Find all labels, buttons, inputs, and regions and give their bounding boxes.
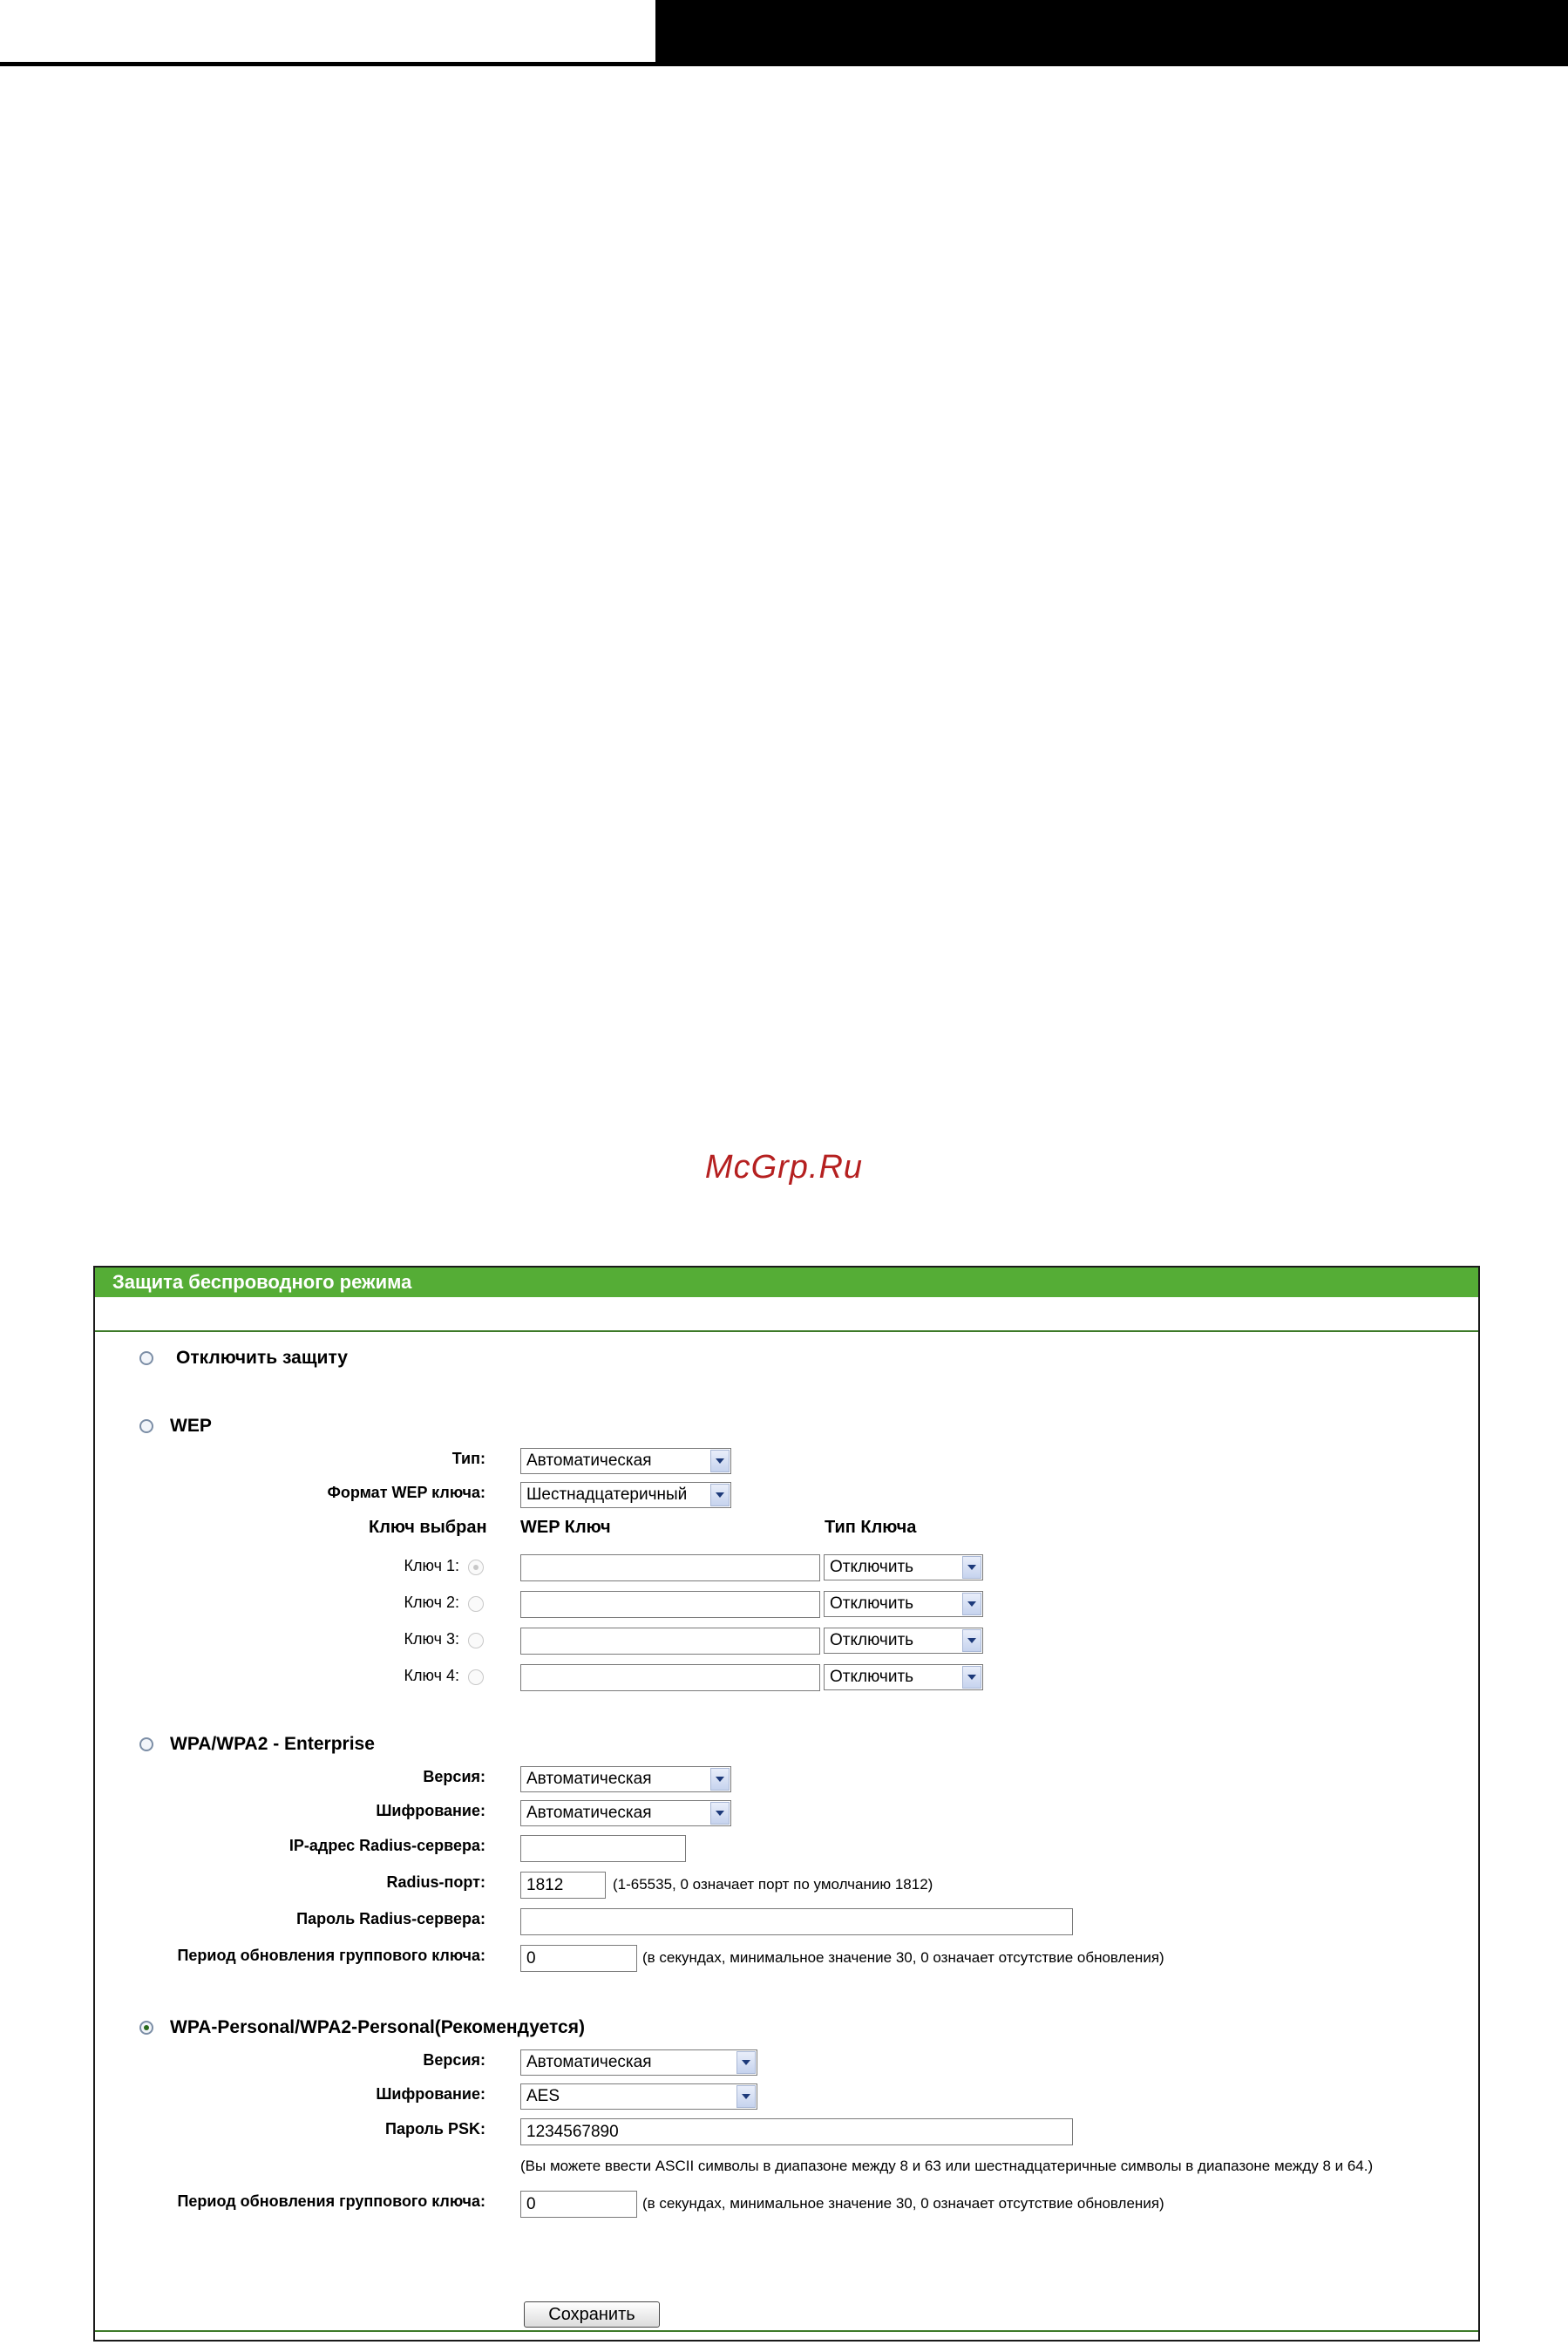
chevron-down-icon xyxy=(962,1556,981,1579)
radio-wep[interactable] xyxy=(139,1419,153,1433)
personal-encryption-label: Шифрование: xyxy=(376,2085,485,2103)
radio-disable-security[interactable] xyxy=(139,1351,153,1365)
radio-wpa-personal[interactable] xyxy=(139,2021,153,2035)
enterprise-group-key-hint: (в секундах, минимальное значение 30, 0 означает отсутствие обновления) xyxy=(642,1949,1164,1966)
radius-ip-input[interactable] xyxy=(520,1835,686,1862)
save-button[interactable]: Сохранить xyxy=(524,2301,660,2328)
wep-format-select[interactable] xyxy=(520,1482,731,1508)
wep-key-2-radio[interactable] xyxy=(468,1596,484,1612)
wpa-personal-label: WPA-Personal/WPA2-Personal(Рекомендуется) xyxy=(170,2017,585,2037)
wep-key-4-label: Ключ 4: xyxy=(404,1667,459,1684)
wep-key-2-type-select[interactable] xyxy=(824,1591,983,1617)
header-bar xyxy=(655,0,1568,66)
wep-key-1-type-select[interactable] xyxy=(824,1554,983,1580)
chevron-down-icon xyxy=(710,1484,730,1506)
wep-format-value: Шестнадцатеричный xyxy=(526,1485,688,1504)
enterprise-group-key-input[interactable]: 0 xyxy=(520,1945,637,1972)
chevron-down-icon xyxy=(710,1802,730,1825)
wep-key-2-label: Ключ 2: xyxy=(404,1594,459,1611)
wep-key-3-input[interactable] xyxy=(520,1628,820,1655)
col-key-type: Тип Ключа xyxy=(825,1518,917,1537)
col-wep-key: WEP Ключ xyxy=(520,1518,611,1537)
radius-ip-label: IP-адрес Radius-сервера: xyxy=(288,1837,485,1854)
wep-type-value: Автоматическая xyxy=(526,1451,652,1470)
wep-key-3-label: Ключ 3: xyxy=(404,1630,459,1648)
wpa-enterprise-label: WPA/WPA2 - Enterprise xyxy=(170,1734,375,1754)
psk-input[interactable]: 1234567890 xyxy=(520,2118,1073,2145)
wep-key-3-radio[interactable] xyxy=(468,1633,484,1648)
disable-security-label: Отключить защиту xyxy=(176,1348,348,1368)
radius-password-label: Пароль Radius-сервера: xyxy=(296,1910,485,1927)
wep-format-label: Формат WEP ключа: xyxy=(327,1484,485,1501)
chevron-down-icon xyxy=(736,2051,756,2074)
enterprise-version-select[interactable] xyxy=(520,1766,731,1792)
wep-key-4-input[interactable] xyxy=(520,1664,820,1691)
col-key-selected: Ключ выбран xyxy=(369,1518,487,1537)
psk-label: Пароль PSK: xyxy=(385,2120,485,2138)
radius-password-input[interactable] xyxy=(520,1908,1073,1935)
personal-group-key-input[interactable]: 0 xyxy=(520,2191,637,2218)
personal-encryption-value: AES xyxy=(526,2087,560,2105)
header-rule xyxy=(0,62,655,66)
wep-key-4-type-select[interactable] xyxy=(824,1664,983,1690)
enterprise-group-key-label: Период обновления группового ключа: xyxy=(177,1947,485,1964)
enterprise-encryption-value: Автоматическая xyxy=(526,1804,652,1822)
chevron-down-icon xyxy=(962,1666,981,1689)
wep-key-4-radio[interactable] xyxy=(468,1669,484,1685)
chevron-down-icon xyxy=(710,1450,730,1472)
wep-key-1-radio[interactable] xyxy=(468,1560,484,1575)
enterprise-version-value: Автоматическая xyxy=(526,1770,652,1788)
wep-type-label: Тип: xyxy=(451,1450,485,1467)
wep-label: WEP xyxy=(170,1416,212,1436)
watermark: McGrp.Ru xyxy=(704,1149,864,1186)
wep-key-3-type-value: Отключить xyxy=(830,1631,914,1649)
wep-type-select[interactable] xyxy=(520,1448,731,1474)
wep-key-2-type-value: Отключить xyxy=(830,1594,914,1613)
radius-port-input[interactable]: 1812 xyxy=(520,1872,606,1899)
enterprise-encryption-select[interactable] xyxy=(520,1800,731,1826)
chevron-down-icon xyxy=(962,1629,981,1652)
chevron-down-icon xyxy=(736,2085,756,2108)
divider xyxy=(95,2330,1478,2332)
radius-port-label: Radius-порт: xyxy=(386,1873,485,1891)
personal-group-key-hint: (в секундах, минимальное значение 30, 0 означает отсутствие обновления) xyxy=(642,2195,1164,2212)
radius-port-hint: (1-65535, 0 означает порт по умолчанию 1812) xyxy=(613,1876,933,1893)
panel-title: Защита беспроводного режима xyxy=(95,1268,1478,1297)
personal-version-value: Автоматическая xyxy=(526,2053,652,2071)
wep-key-2-input[interactable] xyxy=(520,1591,820,1618)
personal-encryption-select[interactable] xyxy=(520,2083,757,2110)
chevron-down-icon xyxy=(962,1593,981,1615)
wep-key-4-type-value: Отключить xyxy=(830,1668,914,1686)
wep-key-3-type-select[interactable] xyxy=(824,1628,983,1654)
personal-group-key-label: Период обновления группового ключа: xyxy=(177,2192,485,2210)
psk-hint: (Вы можете ввести ASCII символы в диапазоне между 8 и 63 или шестнадцатеричные символы в диапазоне между 8 и 64.) xyxy=(520,2158,1374,2174)
wep-key-1-input[interactable] xyxy=(520,1554,820,1581)
personal-version-label: Версия: xyxy=(423,2051,485,2069)
wep-key-1-type-value: Отключить xyxy=(830,1558,914,1576)
personal-version-select[interactable] xyxy=(520,2049,757,2076)
divider xyxy=(95,1330,1478,1332)
wireless-security-panel xyxy=(93,1266,1480,2342)
enterprise-encryption-label: Шифрование: xyxy=(376,1802,485,1819)
enterprise-version-label: Версия: xyxy=(423,1768,485,1785)
chevron-down-icon xyxy=(710,1768,730,1791)
wep-key-1-label: Ключ 1: xyxy=(404,1557,459,1574)
radio-wpa-enterprise[interactable] xyxy=(139,1737,153,1751)
